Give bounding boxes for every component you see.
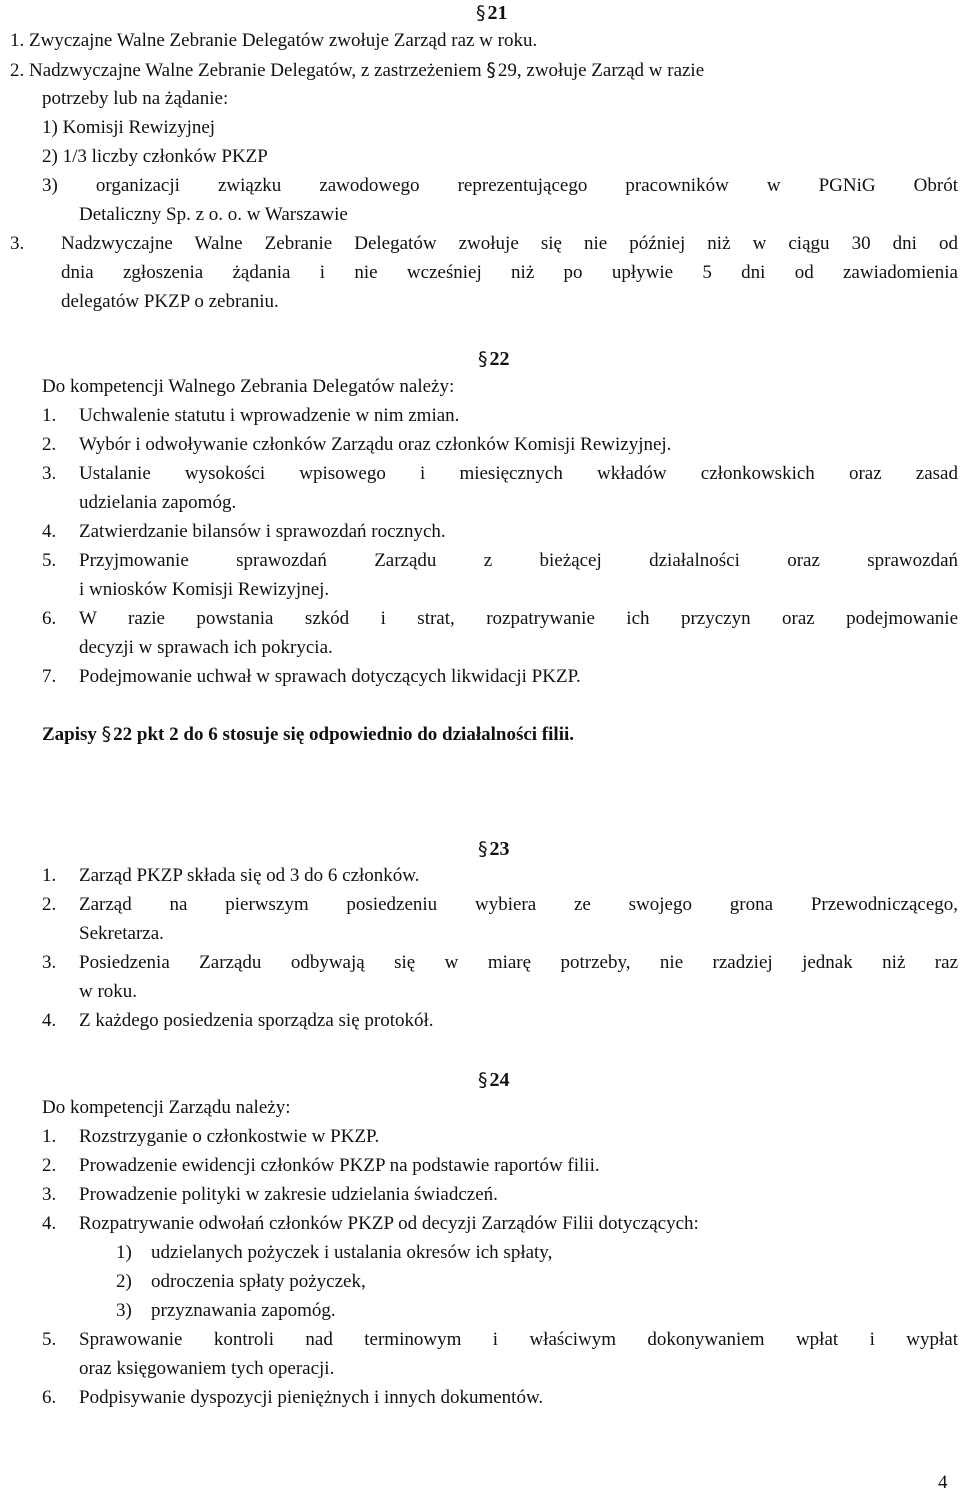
s21-item-3-cont: Detaliczny Sp. z o. o. w Warszawie: [79, 204, 348, 225]
s21-para-2-cont: potrzeby lub na żądanie:: [42, 88, 229, 109]
s22-item-2: Wybór i odwoływanie członków Zarządu oraz członków Komisji Rewizyjnej.: [79, 434, 672, 455]
s23-item-4: Z każdego posiedzenia sporządza się protokół.: [79, 1010, 434, 1031]
s23-item-3-cont: w roku.: [79, 981, 138, 1002]
s24-item-number: 3.: [42, 1184, 57, 1205]
section-23-heading: § 23: [478, 838, 510, 860]
s23-item-number: 3.: [42, 952, 57, 973]
s24-item-number: 6.: [42, 1387, 57, 1408]
s23-item-number: 4.: [42, 1010, 57, 1031]
s24-item-5-cont: oraz księgowaniem tych operacji.: [79, 1358, 335, 1379]
s22-item-7: Podejmowanie uchwał w sprawach dotyczących likwidacji PKZP.: [79, 666, 581, 687]
s24-item-6: Podpisywanie dyspozycji pieniężnych i innych dokumentów.: [79, 1387, 544, 1408]
s21-para-3-number: 3.: [10, 233, 25, 254]
s24-subitem-number: 3): [116, 1300, 132, 1321]
s22-item-number: 3.: [42, 463, 57, 484]
s21-para-1: 1. Zwyczajne Walne Zebranie Delegatów zwołuje Zarząd raz w roku.: [10, 30, 538, 51]
s22-item-5-cont: i wniosków Komisji Rewizyjnej.: [79, 579, 330, 600]
s22-item-number: 4.: [42, 521, 57, 542]
s22-item-5: Przyjmowanie sprawozdań Zarządu z bieżącej działalności oraz sprawozdań: [79, 550, 958, 571]
s24-item-4: Rozpatrywanie odwołań członków PKZP od decyzji Zarządów Filii dotyczących:: [79, 1213, 699, 1234]
s23-item-3: Posiedzenia Zarządu odbywają się w miarę potrzeby, nie rzadziej jednak niż raz: [79, 952, 958, 973]
s24-item-number: 4.: [42, 1213, 57, 1234]
s23-item-number: 1.: [42, 865, 57, 886]
s21-item-2: 2) 1/3 liczby członków PKZP: [42, 146, 268, 167]
section-24-heading: § 24: [478, 1069, 510, 1091]
s24-subitem-number: 1): [116, 1242, 132, 1263]
s24-item-number: 5.: [42, 1329, 57, 1350]
s24-subitem-2: odroczenia spłaty pożyczek,: [151, 1271, 366, 1292]
s22-item-6: W razie powstania szkód i strat, rozpatrywanie ich przyczyn oraz podejmowanie: [79, 608, 958, 629]
s22-item-number: 6.: [42, 608, 57, 629]
s23-item-2-cont: Sekretarza.: [79, 923, 164, 944]
s21-para-2: 2. Nadzwyczajne Walne Zebranie Delegatów, z zastrzeżeniem § 29, zwołuje Zarząd w razie: [10, 59, 705, 81]
s23-item-1: Zarząd PKZP składa się od 3 do 6 członków.: [79, 865, 420, 886]
s22-intro: Do kompetencji Walnego Zebrania Delegatów należy:: [42, 376, 455, 397]
s22-item-number: 7.: [42, 666, 57, 687]
s23-item-number: 2.: [42, 894, 57, 915]
s24-subitem-1: udzielanych pożyczek i ustalania okresów ich spłaty,: [151, 1242, 553, 1263]
section-22-heading: § 22: [478, 348, 510, 370]
s22-item-3-cont: udzielania zapomóg.: [79, 492, 237, 513]
s22-note: Zapisy § 22 pkt 2 do 6 stosuje się odpowiednio do działalności filii.: [42, 723, 574, 745]
s22-item-number: 1.: [42, 405, 57, 426]
s22-item-number: 5.: [42, 550, 57, 571]
s24-item-1: Rozstrzyganie o członkostwie w PKZP.: [79, 1126, 380, 1147]
s24-item-2: Prowadzenie ewidencji członków PKZP na podstawie raportów filii.: [79, 1155, 600, 1176]
s21-para-3-end: delegatów PKZP o zebraniu.: [61, 291, 279, 312]
s24-subitem-3: przyznawania zapomóg.: [151, 1300, 336, 1321]
s22-item-number: 2.: [42, 434, 57, 455]
s21-para-3: Nadzwyczajne Walne Zebranie Delegatów zwołuje się nie później niż w ciągu 30 dni od: [61, 233, 958, 254]
s24-item-3: Prowadzenie polityki w zakresie udzielania świadczeń.: [79, 1184, 498, 1205]
section-21-heading: § 21: [476, 2, 508, 24]
page-number: 4: [938, 1472, 948, 1493]
s24-item-5: Sprawowanie kontroli nad terminowym i właściwym dokonywaniem wpłat i wypłat: [79, 1329, 958, 1350]
s21-para-3-cont: dnia zgłoszenia żądania i nie wcześniej niż po upływie 5 dni od zawiadomienia: [61, 262, 958, 283]
s21-item-3: 3) organizacji związku zawodowego reprezentującego pracowników w PGNiG Obrót: [42, 175, 958, 196]
s24-item-number: 1.: [42, 1126, 57, 1147]
s22-item-6-cont: decyzji w sprawach ich pokrycia.: [79, 637, 333, 658]
s24-item-number: 2.: [42, 1155, 57, 1176]
s21-item-1: 1) Komisji Rewizyjnej: [42, 117, 216, 138]
s22-item-3: Ustalanie wysokości wpisowego i miesięcznych wkładów członkowskich oraz zasad: [79, 463, 958, 484]
s24-subitem-number: 2): [116, 1271, 132, 1292]
s22-item-1: Uchwalenie statutu i wprowadzenie w nim zmian.: [79, 405, 460, 426]
s23-item-2: Zarząd na pierwszym posiedzeniu wybiera ze swojego grona Przewodniczącego,: [79, 894, 958, 915]
s22-item-4: Zatwierdzanie bilansów i sprawozdań rocznych.: [79, 521, 446, 542]
s24-intro: Do kompetencji Zarządu należy:: [42, 1097, 291, 1118]
